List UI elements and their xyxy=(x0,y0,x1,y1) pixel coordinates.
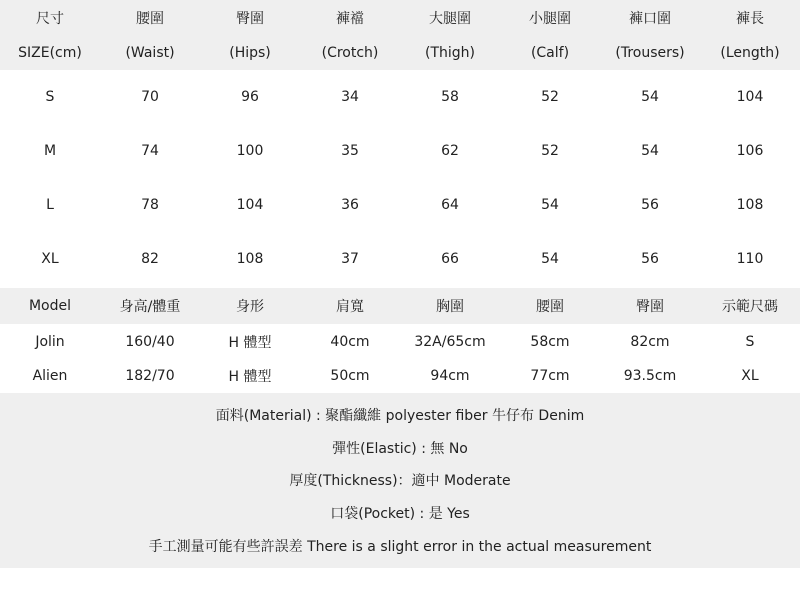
header-cn-cell: 臀圍 xyxy=(236,10,264,27)
model-header-cell: 身形 xyxy=(236,299,264,315)
size-cell: 52 xyxy=(541,89,559,105)
header-en-cell: (Length) xyxy=(720,44,780,61)
note-measurement: 手工測量可能有些許誤差 There is a slight error in the actual measurement xyxy=(148,538,652,555)
header-en-cell: (Calf) xyxy=(530,44,570,61)
size-table xyxy=(0,70,800,288)
model-header-cell: 腰圍 xyxy=(536,299,564,315)
header-cn-cell: 褲長 xyxy=(736,10,764,27)
model-cell: 32A/65cm xyxy=(414,333,486,350)
size-cell: M xyxy=(43,143,57,159)
model-header xyxy=(0,288,800,324)
size-cell: 58 xyxy=(441,89,459,105)
model-header-cell: 臀圍 xyxy=(636,299,664,315)
note-thickness: 厚度(Thickness)：適中 Moderate xyxy=(289,473,511,490)
size-cell: 35 xyxy=(341,143,359,159)
size-cell: 104 xyxy=(236,197,264,213)
model-header-cell: Model xyxy=(28,298,72,314)
model-cell: 77cm xyxy=(530,368,570,384)
header-cn-cell: 小腿圍 xyxy=(529,10,571,27)
size-cell: 66 xyxy=(441,251,459,267)
header-en-cell: (Hips) xyxy=(229,44,271,61)
notes-section xyxy=(0,393,800,568)
size-cell: 54 xyxy=(541,251,559,267)
model-cell: XL xyxy=(741,368,759,384)
model-header-cell: 示範尺碼 xyxy=(722,299,778,315)
size-cell: L xyxy=(46,197,54,213)
note-material: 面料(Material) : 聚酯纖維 polyester fiber 牛仔布 Denim xyxy=(215,408,585,425)
size-cell: 36 xyxy=(341,197,359,213)
size-cell: XL xyxy=(41,251,59,267)
size-cell: 64 xyxy=(441,197,459,213)
model-table xyxy=(0,324,800,393)
model-cell: H 體型 xyxy=(228,369,272,385)
size-cell: 37 xyxy=(341,251,359,267)
size-cell: 56 xyxy=(641,197,659,213)
model-cell: 50cm xyxy=(330,368,370,384)
header-en-cell: SIZE(cm) xyxy=(18,44,82,61)
model-cell: 40cm xyxy=(330,333,370,350)
size-cell: 52 xyxy=(541,143,559,159)
size-cell: 54 xyxy=(541,197,559,213)
size-cell: S xyxy=(45,89,55,105)
size-cell: 56 xyxy=(641,251,659,267)
size-header xyxy=(0,0,800,70)
size-cell: 74 xyxy=(141,143,159,159)
size-cell: 108 xyxy=(236,251,264,267)
header-cn-cell: 腰圍 xyxy=(136,10,164,27)
model-cell: 82cm xyxy=(630,333,670,350)
size-cell: 100 xyxy=(236,143,264,159)
model-cell: 160/40 xyxy=(125,333,175,350)
model-cell: H 體型 xyxy=(228,334,272,351)
model-header-cell: 胸圍 xyxy=(436,299,464,315)
model-cell: S xyxy=(745,333,755,350)
size-cell: 110 xyxy=(736,251,764,267)
header-cn-cell: 尺寸 xyxy=(36,10,64,27)
note-elastic: 彈性(Elastic) : 無 No xyxy=(332,440,468,457)
header-en-cell: (Crotch) xyxy=(321,44,379,61)
model-cell: Alien xyxy=(32,368,68,384)
model-cell: 93.5cm xyxy=(623,368,677,384)
size-cell: 34 xyxy=(341,89,359,105)
size-cell: 96 xyxy=(241,89,259,105)
size-cell: 54 xyxy=(641,143,659,159)
model-cell: 182/70 xyxy=(125,368,175,384)
model-header-cell: 身高/體重 xyxy=(119,299,181,315)
size-cell: 104 xyxy=(736,89,764,105)
model-cell: 58cm xyxy=(530,333,570,350)
header-en-cell: (Trousers) xyxy=(615,44,685,61)
header-cn-cell: 褲襠 xyxy=(336,10,364,27)
header-en-cell: (Thigh) xyxy=(425,44,475,61)
size-cell: 106 xyxy=(736,143,764,159)
size-cell: 62 xyxy=(441,143,459,159)
header-cn-cell: 大腿圍 xyxy=(429,10,471,27)
header-en-cell: (Waist) xyxy=(125,44,175,61)
size-cell: 54 xyxy=(641,89,659,105)
size-cell: 82 xyxy=(141,251,159,267)
size-cell: 78 xyxy=(141,197,159,213)
note-pocket: 口袋(Pocket) : 是 Yes xyxy=(330,506,470,523)
size-cell: 70 xyxy=(141,89,159,105)
model-cell: Jolin xyxy=(35,333,65,350)
model-cell: 94cm xyxy=(430,368,470,384)
header-cn-cell: 褲口圍 xyxy=(629,10,671,27)
size-cell: 108 xyxy=(736,197,764,213)
model-header-cell: 肩寬 xyxy=(336,299,364,315)
